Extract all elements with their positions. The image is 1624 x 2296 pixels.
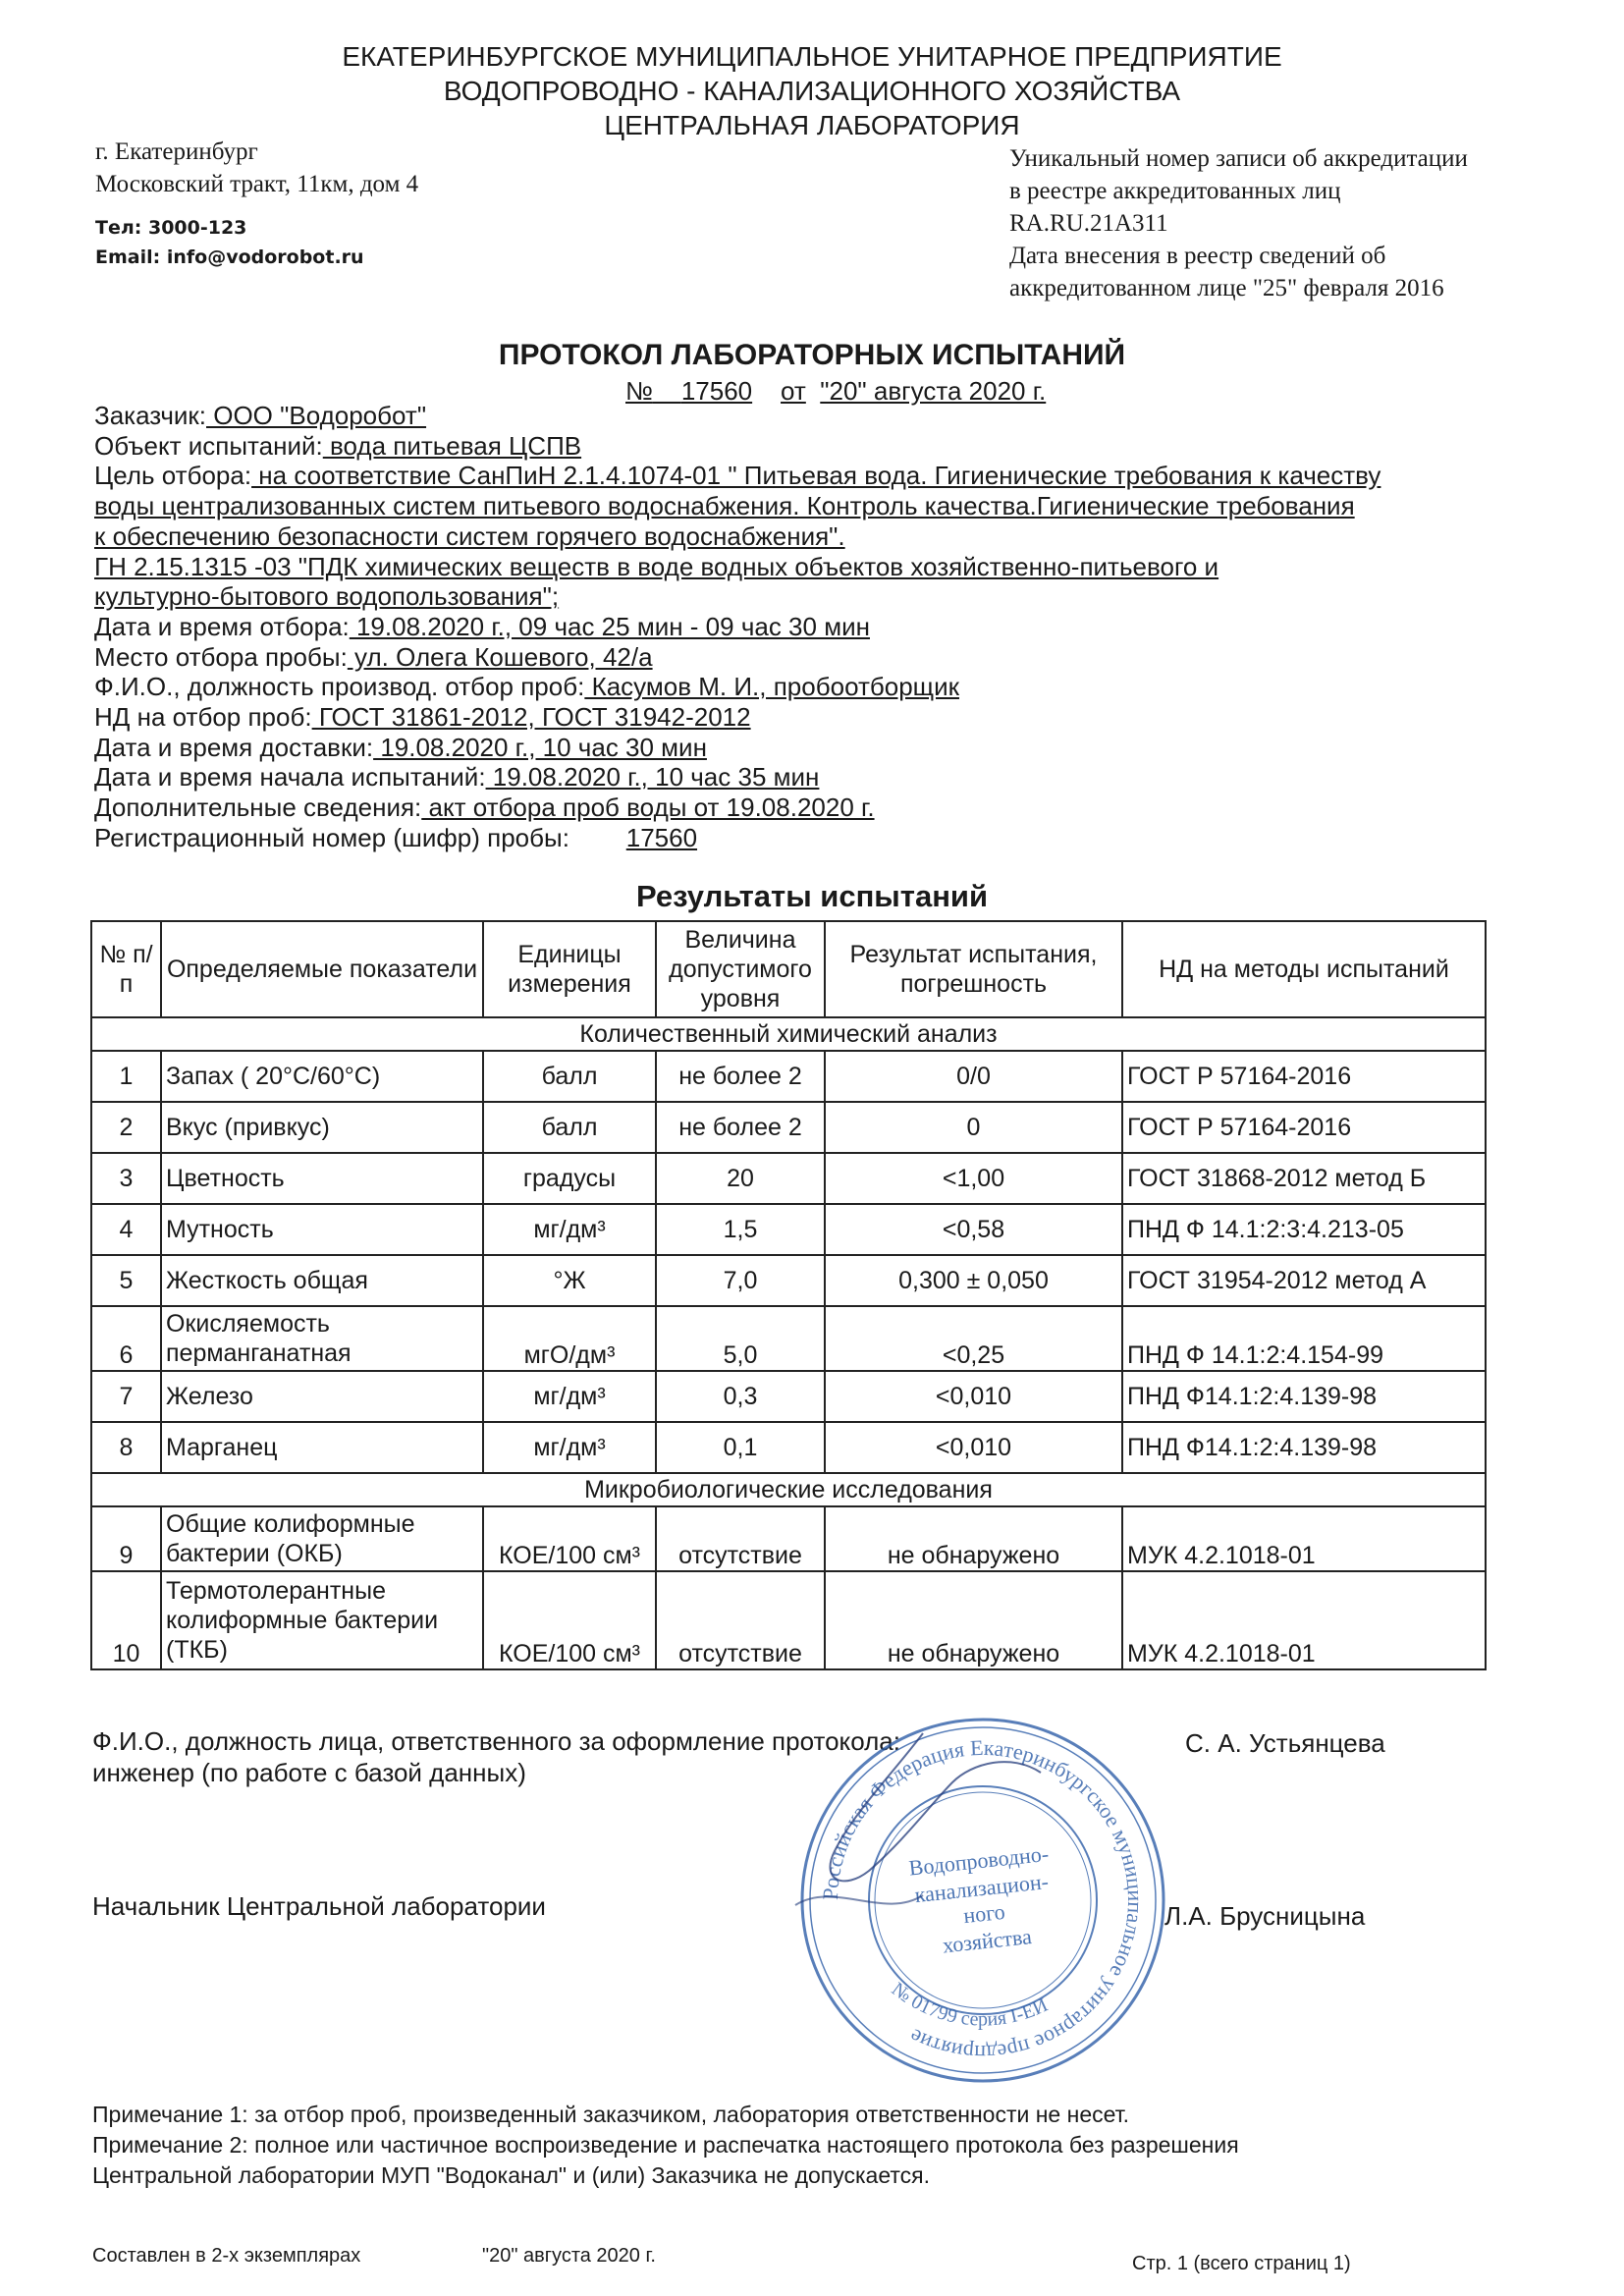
table-row [91, 1051, 1486, 1102]
cell-number: 5 [91, 1255, 161, 1306]
field-value: к обеспечению безопасности систем горячего водоснабжения". [94, 520, 845, 551]
field-additional [94, 793, 1498, 823]
cell-unit: балл [483, 1051, 656, 1102]
cell-limit: 7,0 [656, 1255, 825, 1306]
accr-line: Уникальный номер записи об аккредитации [1009, 145, 1468, 172]
field-value: ГН 2.15.1315 -03 "ПДК химических веществ в воде водных объектов хозяйственно-питьевого и [94, 551, 1219, 581]
field-delivery-datetime [94, 733, 1498, 763]
cell-unit: мг/дм³ [483, 1371, 656, 1422]
cell-result: <0,010 [825, 1422, 1122, 1473]
cell-limit: 1,5 [656, 1204, 825, 1255]
accreditation-info [1009, 142, 1608, 304]
col-header-unit: Единицы измерения [483, 921, 656, 1017]
footer-copies: Составлен в 2-х экземплярах [92, 2245, 361, 2267]
cell-unit: КОЕ/100 см³ [483, 1506, 656, 1571]
field-value: 17560 [625, 822, 698, 852]
stamp-inner-line: хозяйства [941, 1924, 1033, 1958]
cell-number: 3 [91, 1153, 161, 1204]
table-row [91, 1506, 1486, 1571]
city: г. Екатеринбург [95, 138, 258, 165]
field-value: 19.08.2020 г., 09 час 25 мин - 09 час 30 мин [349, 611, 870, 641]
field-value: 19.08.2020 г., 10 час 30 мин [373, 732, 707, 762]
cell-unit: °Ж [483, 1255, 656, 1306]
field-registration-number [94, 823, 1498, 853]
field-purpose-cont [94, 491, 1498, 521]
table-row [91, 1153, 1486, 1204]
protocol-number: 17560 [680, 376, 753, 406]
cell-indicator: Окисляемость перманганатная [161, 1306, 483, 1371]
field-value: ООО "Водоробот" [206, 401, 427, 430]
phone: Тел: 3000-123 [95, 217, 247, 239]
org-line-1: ЕКАТЕРИНБУРГСКОЕ МУНИЦИПАЛЬНОЕ УНИТАРНОЕ ПРЕДПРИЯТИЕ [342, 41, 1282, 72]
field-label: Цель отбора: [94, 461, 252, 491]
cell-limit: не более 2 [656, 1051, 825, 1102]
table-row [91, 1306, 1486, 1371]
field-value: Касумов М. И., пробоотборщик [584, 672, 959, 702]
cell-method: ПНД Ф 14.1:2:4.154-99 [1122, 1306, 1486, 1371]
responsible-label: Ф.И.О., должность лица, ответственного за оформление протокола: [92, 1726, 900, 1756]
field-label: Место отбора пробы: [94, 641, 348, 672]
field-value: воды централизованных систем питьевого водоснабжения. Контроль качества.Гигиенические требования [94, 491, 1355, 521]
number-label: № [625, 376, 653, 406]
organization-header [0, 39, 1624, 142]
cell-method: ГОСТ 31868-2012 метод Б [1122, 1153, 1486, 1204]
cell-number: 9 [91, 1506, 161, 1571]
cell-result: <0,010 [825, 1371, 1122, 1422]
cell-result: не обнаружено [825, 1571, 1122, 1669]
table-header-row [91, 921, 1486, 1017]
field-sampling-place [94, 642, 1498, 673]
accr-date: аккредитованном лице "25" февраля 2016 [1009, 275, 1444, 301]
cell-unit: мгО/дм³ [483, 1306, 656, 1371]
table-row [91, 1255, 1486, 1306]
field-sampling-standard [94, 702, 1498, 733]
cell-number: 4 [91, 1204, 161, 1255]
lab-address [95, 136, 418, 200]
cell-indicator: Марганец [161, 1422, 483, 1473]
col-header-number: № п/п [91, 921, 161, 1017]
cell-result: 0/0 [825, 1051, 1122, 1102]
field-value: культурно-бытового водопользования"; [94, 581, 560, 612]
stamp-inner-line: канализацион- [913, 1868, 1050, 1908]
cell-unit: градусы [483, 1153, 656, 1204]
cell-method: ПНД Ф14.1:2:4.139-98 [1122, 1422, 1486, 1473]
col-header-method: НД на методы испытаний [1122, 921, 1486, 1017]
cell-number: 2 [91, 1102, 161, 1153]
org-line-3: ЦЕНТРАЛЬНАЯ ЛАБОРАТОРИЯ [604, 110, 1020, 140]
cell-indicator: Жесткость общая [161, 1255, 483, 1306]
chief-name: Л.А. Брусницына [1164, 1901, 1366, 1931]
signature-mark [776, 1694, 1168, 1940]
cell-limit: отсутствие [656, 1506, 825, 1571]
field-test-start [94, 762, 1498, 793]
chief-label: Начальник Центральной лаборатории [92, 1891, 546, 1921]
field-customer [94, 401, 1498, 431]
stamp-inner-line: Водопроводно- [907, 1840, 1051, 1881]
cell-indicator: Запах ( 20°С/60°С) [161, 1051, 483, 1102]
cell-indicator: Вкус (привкус) [161, 1102, 483, 1153]
cell-limit: 20 [656, 1153, 825, 1204]
cell-method: ГОСТ 31954-2012 метод А [1122, 1255, 1486, 1306]
footer-date: "20" августа 2020 г. [482, 2245, 656, 2267]
cell-method: ГОСТ Р 57164-2016 [1122, 1102, 1486, 1153]
field-sampler [94, 672, 1498, 702]
table-row [91, 1204, 1486, 1255]
cell-number: 6 [91, 1306, 161, 1371]
cell-number: 10 [91, 1571, 161, 1669]
email: Email: info@vodorobot.ru [95, 246, 364, 268]
contacts [95, 213, 364, 272]
cell-result: <1,00 [825, 1153, 1122, 1204]
cell-unit: КОЕ/100 см³ [483, 1571, 656, 1669]
field-label: Ф.И.О., должность производ. отбор проб: [94, 672, 585, 702]
cell-limit: 0,1 [656, 1422, 825, 1473]
stamp-outer-text: Российская Федерация Екатеринбургское муниципальное унитарное предприятие [817, 1734, 1149, 2066]
note-1: Примечание 1: за отбор проб, произведенный заказчиком, лаборатория ответственности не несет. [92, 2102, 1130, 2127]
protocol-date: "20" августа 2020 г. [820, 376, 1047, 406]
field-label: Дата и время отбора: [94, 611, 350, 641]
col-header-result: Результат испытания, погрешность [825, 921, 1122, 1017]
field-value: акт отбора проб воды от 19.08.2020 г. [421, 793, 875, 823]
cell-limit: не более 2 [656, 1102, 825, 1153]
cell-method: ГОСТ Р 57164-2016 [1122, 1051, 1486, 1102]
note-3: Центральной лаборатории МУП "Водоканал" и (или) Заказчика не допускается. [92, 2162, 930, 2188]
table-row [91, 1422, 1486, 1473]
cell-number: 1 [91, 1051, 161, 1102]
table-row [91, 1571, 1486, 1669]
cell-number: 7 [91, 1371, 161, 1422]
field-label: Дата и время доставки: [94, 732, 374, 762]
cell-indicator: Общие колиформные бактерии (ОКБ) [161, 1506, 483, 1571]
field-label: Регистрационный номер (шифр) пробы: [94, 822, 569, 852]
field-label: Дата и время начала испытаний: [94, 762, 486, 793]
cell-unit: мг/дм³ [483, 1204, 656, 1255]
stamp-inner-line: ного [962, 1898, 1006, 1929]
footer-page: Стр. 1 (всего страниц 1) [1132, 2253, 1351, 2274]
col-header-indicator: Определяемые показатели [161, 921, 483, 1017]
protocol-fields [94, 401, 1498, 853]
cell-result: <0,25 [825, 1306, 1122, 1371]
field-value: 19.08.2020 г., 10 час 35 мин [485, 762, 820, 793]
cell-indicator: Термотолерантные колиформные бактерии (ТКБ) [161, 1571, 483, 1669]
cell-limit: 0,3 [656, 1371, 825, 1422]
cell-result: 0 [825, 1102, 1122, 1153]
field-label: Заказчик: [94, 401, 207, 430]
org-line-2: ВОДОПРОВОДНО - КАНАЛИЗАЦИОННОГО ХОЗЯЙСТВА [443, 76, 1181, 106]
field-label: Объект испытаний: [94, 430, 323, 461]
field-sampling-datetime [94, 612, 1498, 642]
section-chemical: Количественный химический анализ [91, 1017, 1486, 1051]
protocol-title: ПРОТОКОЛ ЛАБОРАТОРНЫХ ИСПЫТАНИЙ [498, 339, 1126, 371]
cell-indicator: Железо [161, 1371, 483, 1422]
notes [92, 2100, 1239, 2191]
cell-indicator: Цветность [161, 1153, 483, 1204]
section-microbiology: Микробиологические исследования [91, 1473, 1486, 1506]
field-value: ул. Олега Кошевого, 42/а [347, 641, 653, 672]
responsible-position: инженер (по работе с базой данных) [92, 1758, 526, 1787]
from-label: от [781, 376, 806, 406]
cell-limit: 5,0 [656, 1306, 825, 1371]
cell-unit: балл [483, 1102, 656, 1153]
cell-method: ПНД Ф 14.1:2:3:4.213-05 [1122, 1204, 1486, 1255]
cell-unit: мг/дм³ [483, 1422, 656, 1473]
field-value: на соответствие СанПиН 2.1.4.1074-01 " Питьевая вода. Гигиенические требования к качеству [251, 461, 1381, 491]
cell-result: 0,300 ± 0,050 [825, 1255, 1122, 1306]
responsible-name: С. А. Устьянцева [1185, 1728, 1385, 1758]
field-value: вода питьевая ЦСПВ [322, 430, 582, 461]
cell-method: МУК 4.2.1018-01 [1122, 1571, 1486, 1669]
cell-result: не обнаружено [825, 1506, 1122, 1571]
cell-indicator: Мутность [161, 1204, 483, 1255]
accr-line: в реестре аккредитованных лиц [1009, 178, 1341, 204]
field-object [94, 431, 1498, 462]
field-label: НД на отбор проб: [94, 702, 312, 733]
field-label: Дополнительные сведения: [94, 793, 422, 823]
results-title: Результаты испытаний [635, 879, 989, 913]
field-value: ГОСТ 31861-2012, ГОСТ 31942-2012 [311, 702, 751, 733]
cell-result: <0,58 [825, 1204, 1122, 1255]
cell-number: 8 [91, 1422, 161, 1473]
accr-number: RA.RU.21A311 [1009, 210, 1168, 237]
results-table [90, 920, 1487, 1670]
col-header-limit: Величина допустимого уровня [656, 921, 825, 1017]
cell-method: МУК 4.2.1018-01 [1122, 1506, 1486, 1571]
cell-method: ПНД Ф14.1:2:4.139-98 [1122, 1371, 1486, 1422]
table-row [91, 1102, 1486, 1153]
field-purpose [94, 461, 1498, 491]
field-purpose-cont [94, 552, 1498, 582]
accr-line: Дата внесения в реестр сведений об [1009, 243, 1386, 269]
note-2: Примечание 2: полное или частичное воспроизведение и распечатка настоящего протокола без разрешения [92, 2132, 1239, 2158]
field-purpose-cont [94, 581, 1498, 612]
stamp-bottom-text: № 01799 серия I-ЕИ [887, 1978, 1052, 2031]
cell-limit: отсутствие [656, 1571, 825, 1669]
table-row [91, 1371, 1486, 1422]
street-address: Московский тракт, 11км, дом 4 [95, 171, 419, 197]
field-purpose-cont [94, 521, 1498, 552]
